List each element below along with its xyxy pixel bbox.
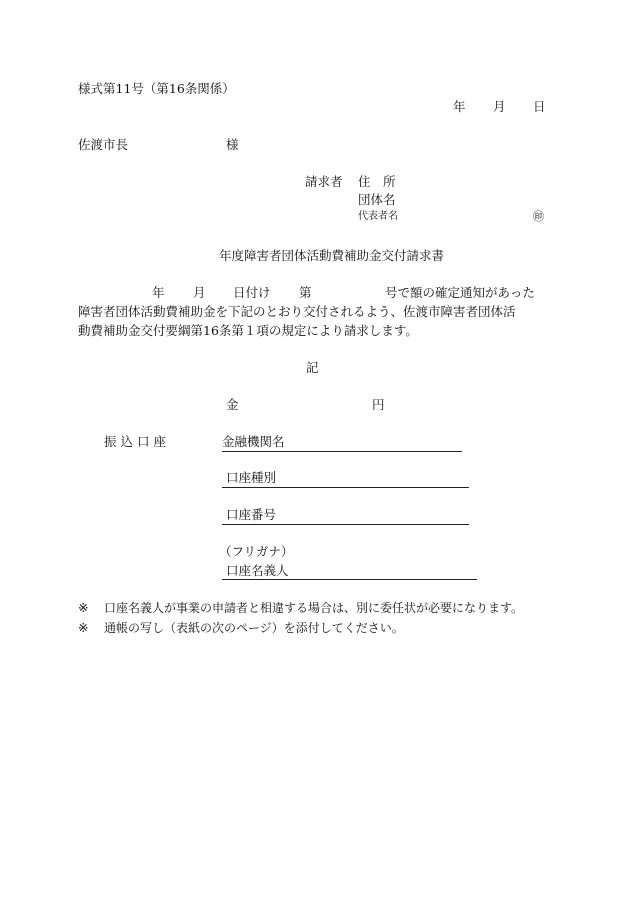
amount-unit: 円 — [372, 397, 385, 412]
bank-account-type-label: 口座種別 — [226, 470, 277, 485]
bank-section-label: 振 込 口 座 — [104, 434, 166, 449]
body-number-prefix: 第 — [299, 285, 312, 300]
bank-account-type-underline — [222, 487, 469, 488]
body-day-label: 日付け — [233, 285, 271, 300]
bank-institution-underline — [222, 451, 462, 452]
addressee-name: 佐渡市長 — [78, 137, 129, 152]
ki-heading: 記 — [306, 360, 319, 375]
requester-label: 請求者 — [305, 174, 343, 189]
bank-furigana-label: （フリガナ） — [219, 544, 294, 559]
note-2-mark: ※ — [78, 620, 89, 635]
body-line2: 障害者団体活動費補助金を下記のとおり交付されるよう、佐渡市障害者団体活 — [78, 304, 516, 319]
amount-label: 金 — [226, 397, 239, 412]
note-1-mark: ※ — [78, 600, 89, 615]
note-1-text: 口座名義人が事業の申請者と相違する場合は、別に委任状が必要になります。 — [104, 601, 524, 615]
bank-account-number-underline — [222, 524, 469, 525]
bank-holder-underline — [222, 579, 477, 580]
bank-holder-label: 口座名義人 — [226, 563, 289, 578]
date-year-label: 年 — [453, 99, 466, 114]
body-line3: 動費補助金交付要綱第16条第１項の規定により請求します。 — [78, 323, 418, 338]
addressee-honorific: 様 — [226, 137, 239, 152]
bank-institution-label: 金融機関名 — [222, 434, 285, 449]
requester-representative-label: 代表者名 — [358, 211, 398, 222]
body-month-label: 月 — [193, 285, 206, 300]
document-title: 年度障害者団体活動費補助金交付請求書 — [219, 248, 445, 263]
body-line1-rest: 号で額の確定通知があった — [385, 285, 535, 300]
body-year-label: 年 — [152, 285, 165, 300]
bank-account-number-label: 口座番号 — [226, 507, 277, 522]
form-number: 様式第11号（第16条関係） — [78, 81, 235, 96]
requester-group-label: 団体名 — [358, 192, 396, 207]
note-2-text: 通帳の写し（表紙の次のページ）を添付してください。 — [104, 621, 404, 635]
date-day-label: 日 — [533, 99, 546, 114]
date-month-label: 月 — [493, 99, 506, 114]
requester-address-label: 住 所 — [358, 174, 396, 189]
seal-mark: ㊞ — [533, 210, 544, 223]
